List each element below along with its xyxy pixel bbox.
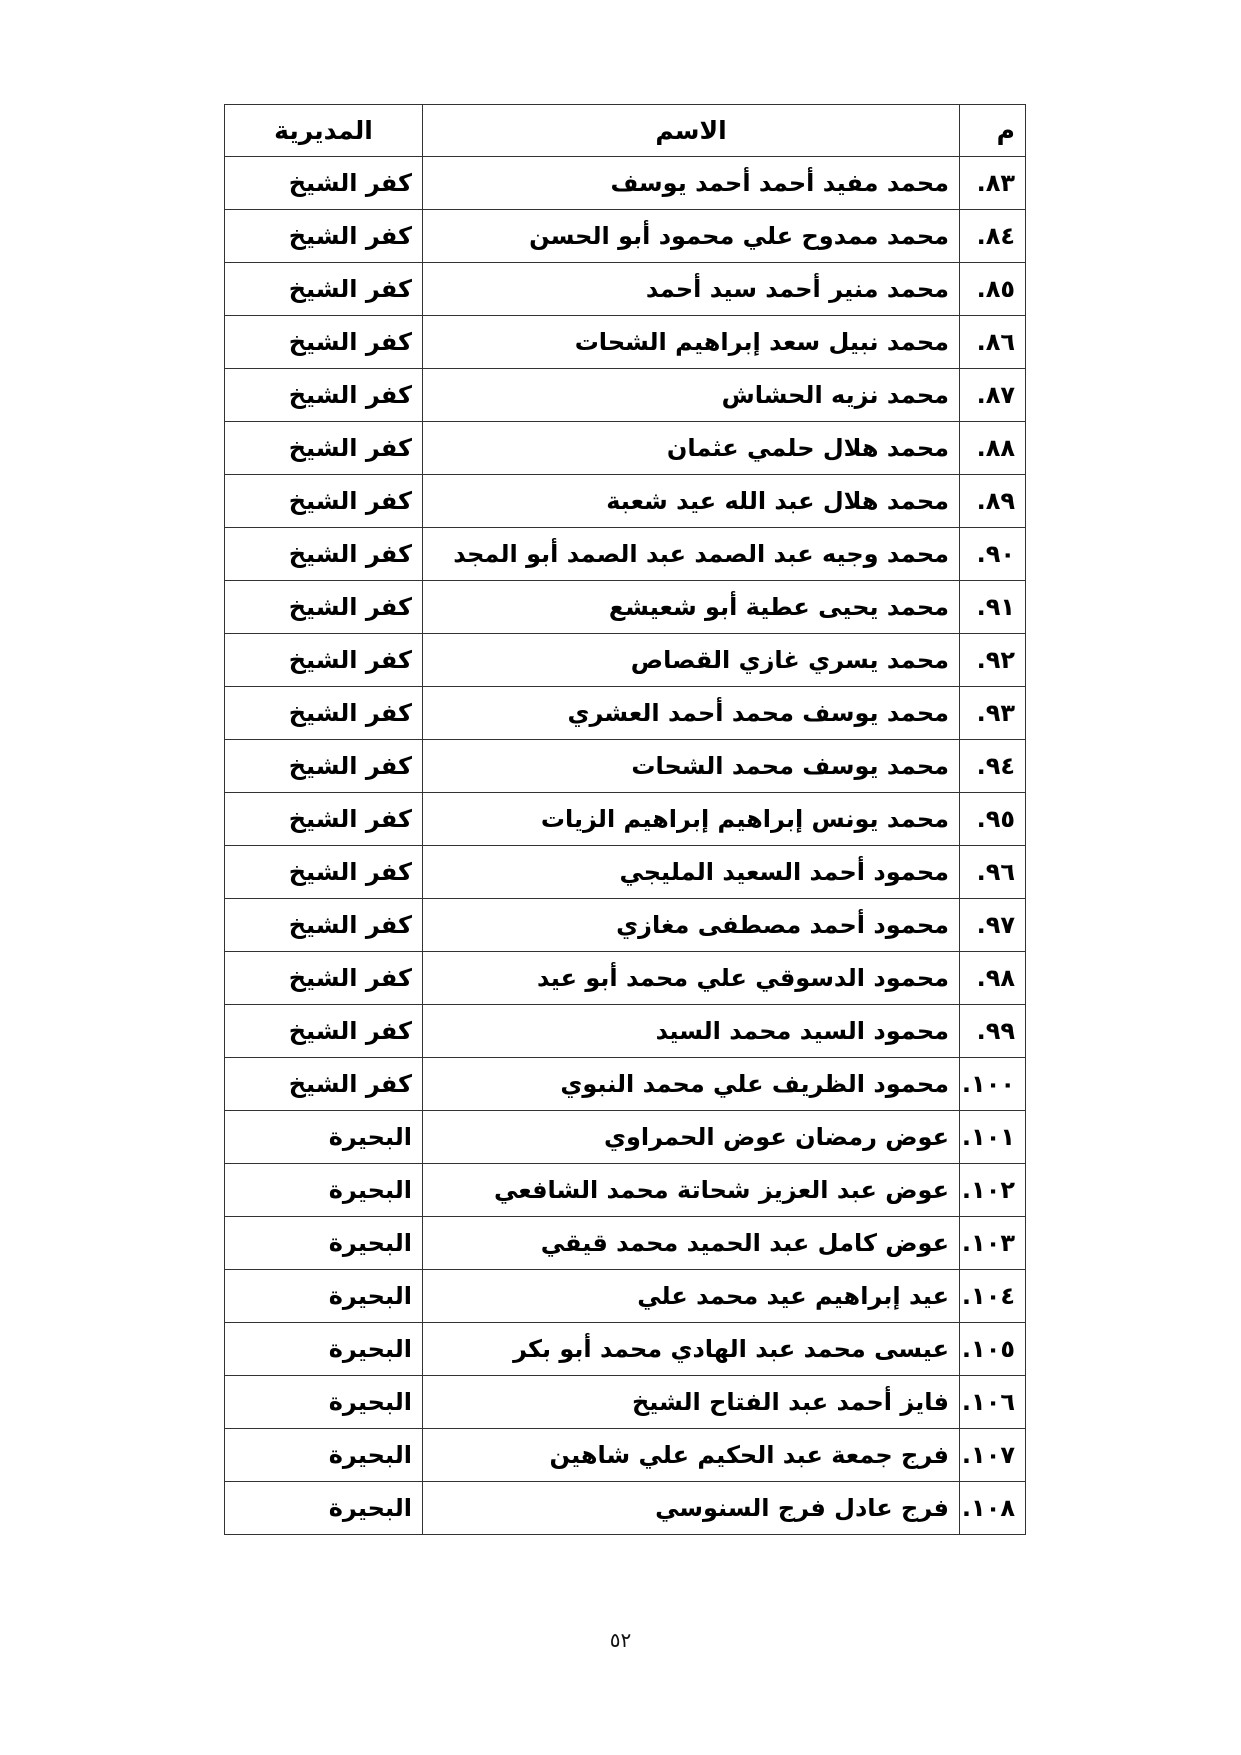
row-directorate: كفر الشيخ [225, 316, 423, 369]
row-name: محمد نبيل سعد إبراهيم الشحات [423, 316, 960, 369]
row-name: محمد يوسف محمد أحمد العشري [423, 687, 960, 740]
table-row [225, 952, 1026, 1005]
row-name: محمود الدسوقي علي محمد أبو عيد [423, 952, 960, 1005]
table-row [225, 422, 1026, 475]
row-name: محمود الظريف علي محمد النبوي [423, 1058, 960, 1111]
row-name: محمد منير أحمد سيد أحمد [423, 263, 960, 316]
row-directorate: كفر الشيخ [225, 528, 423, 581]
row-number: ٨٤. [960, 210, 1026, 263]
row-number: ٩٢. [960, 634, 1026, 687]
row-name: محمد نزيه الحشاش [423, 369, 960, 422]
row-number: ٩١. [960, 581, 1026, 634]
row-name: محمد هلال عبد الله عيد شعبة [423, 475, 960, 528]
table-row [225, 846, 1026, 899]
header-name: الاسم [423, 105, 960, 157]
table-row [225, 1111, 1026, 1164]
table-row [225, 1429, 1026, 1482]
row-directorate: البحيرة [225, 1429, 423, 1482]
table-row [225, 1270, 1026, 1323]
row-directorate: كفر الشيخ [225, 157, 423, 210]
row-number: ٨٩. [960, 475, 1026, 528]
row-name: محمد يحيى عطية أبو شعيشع [423, 581, 960, 634]
row-directorate: كفر الشيخ [225, 581, 423, 634]
table-row [225, 316, 1026, 369]
row-name: فرج جمعة عبد الحكيم علي شاهين [423, 1429, 960, 1482]
table-row [225, 528, 1026, 581]
row-number: ١٠١. [960, 1111, 1026, 1164]
table-row [225, 1482, 1026, 1535]
row-directorate: البحيرة [225, 1482, 423, 1535]
row-number: ٩٥. [960, 793, 1026, 846]
row-number: ٨٥. [960, 263, 1026, 316]
row-name: محمد مفيد أحمد أحمد يوسف [423, 157, 960, 210]
row-name: محمد يسري غازي القصاص [423, 634, 960, 687]
row-name: عوض كامل عبد الحميد محمد قيقي [423, 1217, 960, 1270]
row-directorate: البحيرة [225, 1323, 423, 1376]
table-row [225, 1376, 1026, 1429]
table-row [225, 899, 1026, 952]
row-name: عيد إبراهيم عيد محمد علي [423, 1270, 960, 1323]
row-directorate: كفر الشيخ [225, 846, 423, 899]
row-name: فايز أحمد عبد الفتاح الشيخ [423, 1376, 960, 1429]
row-directorate: كفر الشيخ [225, 687, 423, 740]
row-number: ٩٤. [960, 740, 1026, 793]
table-row [225, 634, 1026, 687]
row-name: عيسى محمد عبد الهادي محمد أبو بكر [423, 1323, 960, 1376]
row-directorate: كفر الشيخ [225, 740, 423, 793]
names-table [224, 104, 1026, 1535]
row-directorate: كفر الشيخ [225, 899, 423, 952]
row-name: فرج عادل فرج السنوسي [423, 1482, 960, 1535]
row-directorate: البحيرة [225, 1217, 423, 1270]
row-directorate: كفر الشيخ [225, 793, 423, 846]
row-name: عوض عبد العزيز شحاتة محمد الشافعي [423, 1164, 960, 1217]
table-body [225, 157, 1026, 1535]
row-number: ١٠٨. [960, 1482, 1026, 1535]
row-directorate: كفر الشيخ [225, 263, 423, 316]
header-number: م [960, 105, 1026, 157]
row-number: ٨٣. [960, 157, 1026, 210]
row-directorate: كفر الشيخ [225, 475, 423, 528]
table-row [225, 740, 1026, 793]
table-row [225, 157, 1026, 210]
row-number: ١٠٣. [960, 1217, 1026, 1270]
row-number: ٩٣. [960, 687, 1026, 740]
table-row [225, 581, 1026, 634]
row-name: محمد يوسف محمد الشحات [423, 740, 960, 793]
row-name: محمود السيد محمد السيد [423, 1005, 960, 1058]
row-directorate: كفر الشيخ [225, 1058, 423, 1111]
row-name: محمد وجيه عبد الصمد عبد الصمد أبو المجد [423, 528, 960, 581]
table-row [225, 1164, 1026, 1217]
row-directorate: البحيرة [225, 1164, 423, 1217]
table-row [225, 687, 1026, 740]
row-number: ٩٩. [960, 1005, 1026, 1058]
row-number: ١٠٢. [960, 1164, 1026, 1217]
row-number: ٩٨. [960, 952, 1026, 1005]
row-directorate: البحيرة [225, 1111, 423, 1164]
table-row [225, 475, 1026, 528]
row-number: ٩٧. [960, 899, 1026, 952]
row-number: ٨٧. [960, 369, 1026, 422]
row-number: ١٠٥. [960, 1323, 1026, 1376]
row-name: محمد هلال حلمي عثمان [423, 422, 960, 475]
row-number: ٩٠. [960, 528, 1026, 581]
row-number: ٨٦. [960, 316, 1026, 369]
row-name: محمد يونس إبراهيم إبراهيم الزيات [423, 793, 960, 846]
page-number: ٥٢ [609, 1628, 632, 1652]
row-directorate: كفر الشيخ [225, 369, 423, 422]
row-number: ٩٦. [960, 846, 1026, 899]
row-name: عوض رمضان عوض الحمراوي [423, 1111, 960, 1164]
table-row [225, 793, 1026, 846]
table-row [225, 1005, 1026, 1058]
table-row [225, 369, 1026, 422]
row-directorate: كفر الشيخ [225, 634, 423, 687]
row-directorate: البحيرة [225, 1376, 423, 1429]
row-number: ١٠٠. [960, 1058, 1026, 1111]
row-number: ٨٨. [960, 422, 1026, 475]
row-directorate: كفر الشيخ [225, 1005, 423, 1058]
row-name: محمود أحمد السعيد المليجي [423, 846, 960, 899]
row-directorate: البحيرة [225, 1270, 423, 1323]
row-name: محمد ممدوح علي محمود أبو الحسن [423, 210, 960, 263]
table-row [225, 210, 1026, 263]
row-number: ١٠٧. [960, 1429, 1026, 1482]
row-name: محمود أحمد مصطفى مغازي [423, 899, 960, 952]
table-row [225, 1058, 1026, 1111]
table-row [225, 263, 1026, 316]
table-row [225, 1323, 1026, 1376]
row-directorate: كفر الشيخ [225, 422, 423, 475]
row-number: ١٠٤. [960, 1270, 1026, 1323]
row-directorate: كفر الشيخ [225, 952, 423, 1005]
row-directorate: كفر الشيخ [225, 210, 423, 263]
table-row [225, 1217, 1026, 1270]
row-number: ١٠٦. [960, 1376, 1026, 1429]
table-header-row [225, 105, 1026, 157]
header-directorate: المديرية [225, 105, 423, 157]
